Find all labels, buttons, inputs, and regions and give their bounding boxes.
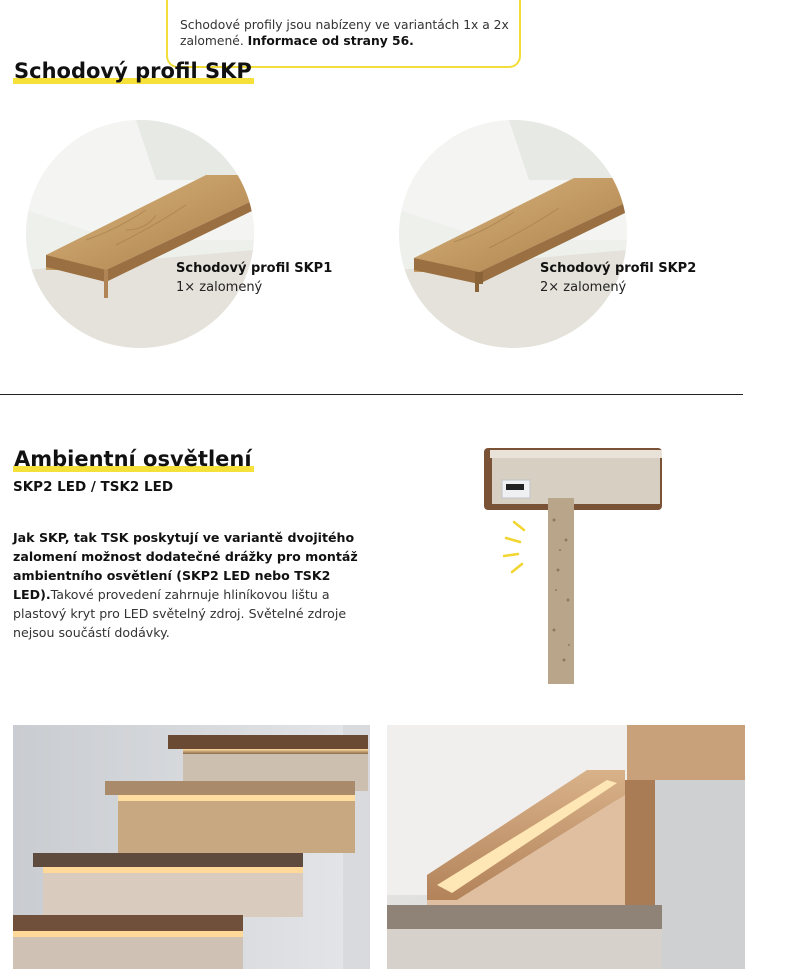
section-title-skp: Schodový profil SKP xyxy=(14,59,252,83)
ambient-description-bold: Jak SKP, tak TSK poskytují ve variantě dvojitého zalomení možnost dodatečné drážky pro montáž ambientního osvětlení (SKP2 LED nebo TSK2 LED). xyxy=(13,530,358,602)
callout-bold-text: Informace od strany 56. xyxy=(247,34,414,48)
section-divider xyxy=(0,394,743,395)
product-title-skp2: Schodový profil SKP2 xyxy=(540,261,697,276)
product-subtitle-skp2: 2× zalomený xyxy=(540,280,627,295)
product-title-skp1: Schodový profil SKP1 xyxy=(176,261,333,276)
product-label-skp1 xyxy=(176,259,332,297)
product-subtitle-skp1: 1× zalomený xyxy=(176,280,263,295)
section-subtitle-ambient: SKP2 LED / TSK2 LED xyxy=(13,479,174,495)
led-profile-cross-section xyxy=(470,440,670,690)
callout-text: Schodové profily jsou nabízeny ve variantách 1x a 2x zalomené. xyxy=(180,18,509,48)
product-label-skp2 xyxy=(540,259,696,297)
ambient-description xyxy=(13,528,385,642)
product-image-skp2 xyxy=(399,120,627,348)
product-image-skp1 xyxy=(26,120,254,348)
ambient-description-text: Takové provedení zahrnuje hliníkovou lištu a plastový kryt pro LED světelný zdroj. Světelné zdroje nejsou součástí dodávky. xyxy=(13,587,347,640)
staircase-photo-2 xyxy=(387,725,745,969)
section-title-ambient: Ambientní osvětlení xyxy=(14,447,252,471)
staircase-photo-1 xyxy=(13,725,370,969)
